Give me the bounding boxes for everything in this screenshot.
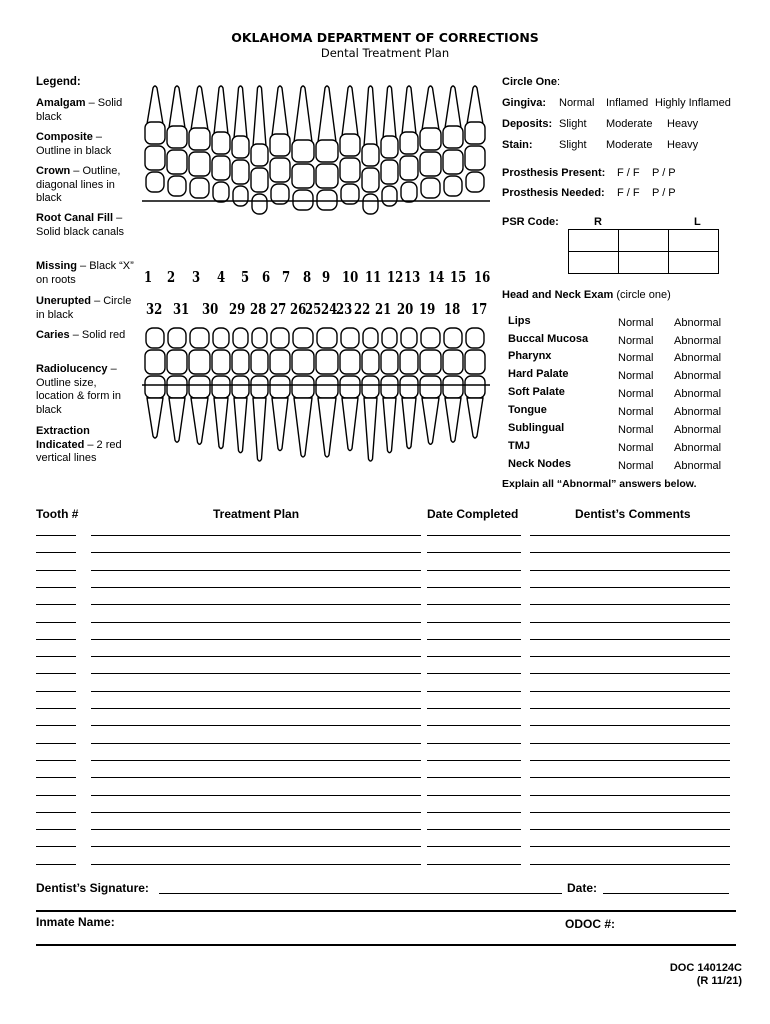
dentist-comments-field[interactable] [530, 864, 730, 865]
tooth-number: 11 [365, 268, 382, 286]
dentist-comments-field[interactable] [530, 760, 730, 761]
tooth-number: 3 [192, 268, 201, 286]
legend-description: – Outline in black [36, 131, 112, 157]
tooth-number: 23 [336, 300, 353, 318]
tooth-number: 8 [303, 268, 312, 286]
tooth-number-field[interactable] [36, 622, 76, 623]
treatment-plan-field[interactable] [91, 743, 421, 744]
date-completed-field[interactable] [427, 673, 521, 674]
legend-description: – Outline size, location & form in black [36, 363, 121, 416]
circle-one-colon: : [557, 76, 561, 88]
date-completed-field[interactable] [427, 639, 521, 640]
psr-code-label: PSR Code: [502, 216, 559, 228]
treatment-plan-field[interactable] [91, 673, 421, 674]
signature-date-field[interactable] [603, 893, 729, 894]
tooth-number-field[interactable] [36, 812, 76, 813]
tooth-number-field[interactable] [36, 829, 76, 830]
treatment-plan-field[interactable] [91, 570, 421, 571]
treatment-plan-field[interactable] [91, 587, 421, 588]
prosthesis-needed-option-ff[interactable]: F / F [617, 187, 640, 199]
abnormal-explain-note: Explain all “Abnormal” answers below. [502, 478, 697, 490]
psr-cell[interactable] [569, 252, 619, 274]
circle-one-label: Circle One [502, 76, 558, 88]
legend-description: – Solid red [72, 329, 126, 341]
treatment-plan-field[interactable] [91, 639, 421, 640]
tooth[interactable] [400, 86, 418, 202]
prosthesis-present-option-ff[interactable]: F / F [617, 167, 640, 179]
tooth-number: 28 [250, 300, 267, 318]
tooth-number: 22 [354, 300, 371, 318]
col-header-treatment-plan: Treatment Plan [213, 507, 300, 521]
date-completed-field[interactable] [427, 864, 521, 865]
tooth-number-field[interactable] [36, 743, 76, 744]
tooth-number: 24 [321, 300, 338, 318]
psr-cell[interactable] [569, 230, 619, 252]
tooth[interactable] [167, 86, 187, 196]
gingiva-option-normal[interactable]: Normal [559, 97, 595, 109]
legend-term: Composite [36, 131, 93, 143]
exam-option-normal[interactable]: Normal [618, 406, 654, 418]
tooth[interactable] [145, 328, 165, 438]
exam-item-label: Hard Palate [508, 368, 569, 380]
date-completed-field[interactable] [427, 552, 521, 553]
tooth-number: 13 [404, 268, 421, 286]
tooth-number-field[interactable] [36, 604, 76, 605]
dentist-comments-field[interactable] [530, 552, 730, 553]
tooth-number-field[interactable] [36, 535, 76, 536]
tooth-number-field[interactable] [36, 777, 76, 778]
dentist-comments-field[interactable] [530, 725, 730, 726]
legend-term: Crown [36, 165, 71, 177]
prosthesis-needed-option-pp[interactable]: P / P [652, 187, 676, 199]
tooth-number-field[interactable] [36, 846, 76, 847]
tooth-number-field[interactable] [36, 708, 76, 709]
treatment-plan-field[interactable] [91, 708, 421, 709]
odoc-number-field[interactable] [620, 914, 735, 942]
tooth[interactable] [292, 86, 314, 210]
exam-item-label: TMJ [508, 440, 530, 452]
tooth[interactable] [232, 328, 249, 453]
legend-description: – 2 red vertical lines [36, 438, 122, 464]
psr-right-label: R [594, 216, 602, 228]
tooth[interactable] [270, 86, 290, 204]
tooth[interactable] [420, 86, 441, 198]
tooth-number-field[interactable] [36, 760, 76, 761]
legend-term: Missing [36, 260, 77, 272]
dentist-comments-field[interactable] [530, 846, 730, 847]
legend-title: Legend: [36, 76, 81, 88]
exam-item-label: Sublingual [508, 422, 565, 434]
treatment-plan-field[interactable] [91, 604, 421, 605]
exam-option-normal[interactable]: Normal [618, 317, 654, 329]
tooth-number: 32 [146, 300, 163, 318]
tooth[interactable] [362, 328, 379, 461]
tooth[interactable] [465, 86, 485, 192]
tooth[interactable] [189, 328, 210, 444]
dentist-comments-field[interactable] [530, 829, 730, 830]
legend-item [36, 295, 136, 322]
legend-item [36, 329, 136, 343]
dentist-comments-field[interactable] [530, 604, 730, 605]
psr-left-label: L [694, 216, 701, 228]
col-header-date-completed: Date Completed [427, 507, 519, 521]
treatment-plan-field[interactable] [91, 725, 421, 726]
doc-number: DOC 140124C [669, 962, 742, 974]
prosthesis-present-label: Prosthesis Present: [502, 167, 606, 179]
tooth[interactable] [443, 86, 463, 196]
date-completed-field[interactable] [427, 535, 521, 536]
treatment-plan-field[interactable] [91, 864, 421, 865]
tooth-number: 12 [387, 268, 404, 286]
dentist-comments-field[interactable] [530, 812, 730, 813]
tooth[interactable] [232, 86, 249, 206]
date-completed-field[interactable] [427, 725, 521, 726]
tooth-number: 4 [217, 268, 226, 286]
tooth[interactable] [145, 86, 165, 192]
date-completed-field[interactable] [427, 587, 521, 588]
dentist-signature-field[interactable] [159, 893, 562, 894]
tooth-number: 21 [375, 300, 392, 318]
exam-option-normal[interactable]: Normal [618, 370, 654, 382]
legend-term: Caries [36, 329, 70, 341]
psr-cell[interactable] [619, 230, 669, 252]
exam-option-abnormal[interactable]: Abnormal [674, 460, 722, 472]
tooth[interactable] [212, 86, 230, 202]
gingiva-label: Gingiva: [502, 97, 547, 109]
psr-cell[interactable] [669, 252, 719, 274]
exam-item-label: Tongue [508, 404, 547, 416]
stain-option-heavy[interactable]: Heavy [667, 139, 699, 151]
date-completed-field[interactable] [427, 570, 521, 571]
tooth-number: 20 [397, 300, 414, 318]
legend-term: Unerupted [36, 295, 91, 307]
exam-option-abnormal[interactable]: Abnormal [674, 424, 722, 436]
exam-item-label: Pharynx [508, 350, 552, 362]
gingiva-option-inflamed[interactable]: Inflamed [606, 97, 649, 109]
tooth-number: 7 [282, 268, 291, 286]
exam-option-normal[interactable]: Normal [618, 424, 654, 436]
legend-description: – Outline, diagonal lines in black [36, 165, 121, 204]
treatment-plan-field[interactable] [91, 812, 421, 813]
date-completed-field[interactable] [427, 829, 521, 830]
tooth-number: 25 [305, 300, 322, 318]
prosthesis-needed-label: Prosthesis Needed: [502, 187, 605, 199]
exam-option-abnormal[interactable]: Abnormal [674, 335, 722, 347]
legend-item [36, 97, 136, 124]
exam-item-label: Buccal Mucosa [508, 333, 589, 345]
legend-description: – Solid black [36, 97, 123, 123]
date-completed-field[interactable] [427, 604, 521, 605]
tooth[interactable] [316, 86, 338, 210]
exam-option-normal[interactable]: Normal [618, 335, 654, 347]
dentist-comments-field[interactable] [530, 639, 730, 640]
dentist-comments-field[interactable] [530, 743, 730, 744]
date-completed-field[interactable] [427, 812, 521, 813]
exam-item-label: Soft Palate [508, 386, 565, 398]
dentist-comments-field[interactable] [530, 691, 730, 692]
tooth-number: 29 [229, 300, 246, 318]
legend-item [36, 212, 136, 239]
legend-item [36, 165, 136, 206]
signature-date-label: Date: [567, 881, 598, 895]
deposits-option-heavy[interactable]: Heavy [667, 118, 699, 130]
doc-revision: (R 11/21) [696, 975, 742, 987]
tooth-number-field[interactable] [36, 656, 76, 657]
legend-term: Extraction Indicated [36, 425, 90, 451]
exam-option-abnormal[interactable]: Abnormal [674, 317, 722, 329]
treatment-plan-field[interactable] [91, 777, 421, 778]
tooth-number: 31 [173, 300, 190, 318]
dentist-comments-field[interactable] [530, 673, 730, 674]
dentist-comments-field[interactable] [530, 795, 730, 796]
tooth-number-field[interactable] [36, 725, 76, 726]
tooth-number: 26 [290, 300, 307, 318]
date-completed-field[interactable] [427, 777, 521, 778]
tooth[interactable] [362, 86, 379, 214]
tooth[interactable] [292, 328, 314, 457]
tooth-number: 18 [444, 300, 461, 318]
tooth-number: 30 [202, 300, 219, 318]
tooth-number-field[interactable] [36, 587, 76, 588]
stain-option-slight[interactable]: Slight [559, 139, 587, 151]
tooth[interactable] [316, 328, 338, 457]
date-completed-field[interactable] [427, 760, 521, 761]
exam-option-normal[interactable]: Normal [618, 460, 654, 472]
legend-item [36, 131, 136, 158]
dentist-comments-field[interactable] [530, 656, 730, 657]
form-agency-title: OKLAHOMA DEPARTMENT OF CORRECTIONS [231, 30, 539, 45]
exam-option-abnormal[interactable]: Abnormal [674, 352, 722, 364]
treatment-plan-field[interactable] [91, 691, 421, 692]
col-header-tooth: Tooth # [36, 507, 79, 521]
tooth-number: 16 [474, 268, 491, 286]
exam-option-normal[interactable]: Normal [618, 352, 654, 364]
exam-option-normal[interactable]: Normal [618, 442, 654, 454]
exam-option-abnormal[interactable]: Abnormal [674, 406, 722, 418]
tooth-number: 10 [342, 268, 359, 286]
treatment-plan-field[interactable] [91, 622, 421, 623]
form-title: Dental Treatment Plan [320, 46, 450, 60]
tooth[interactable] [212, 328, 230, 449]
treatment-plan-field[interactable] [91, 829, 421, 830]
divider [36, 910, 736, 912]
psr-cell[interactable] [669, 230, 719, 252]
date-completed-field[interactable] [427, 743, 521, 744]
exam-option-abnormal[interactable]: Abnormal [674, 370, 722, 382]
date-completed-field[interactable] [427, 656, 521, 657]
tooth[interactable] [189, 86, 210, 198]
treatment-plan-field[interactable] [91, 656, 421, 657]
tooth[interactable] [251, 86, 268, 214]
tooth-number: 17 [471, 300, 488, 318]
tooth[interactable] [420, 328, 441, 444]
exam-item-label: Lips [508, 315, 531, 327]
legend-term: Root Canal Fill [36, 212, 113, 224]
deposits-option-moderate[interactable]: Moderate [606, 118, 653, 130]
tooth-number-field[interactable] [36, 795, 76, 796]
col-header-dentist-comments: Dentist’s Comments [575, 507, 691, 521]
gingiva-option-highly-inflamed[interactable]: Highly Inflamed [655, 97, 731, 109]
psr-code-grid [568, 229, 719, 274]
legend-description: – Solid black canals [36, 212, 125, 238]
tooth-chart [140, 80, 496, 500]
treatment-plan-field[interactable] [91, 535, 421, 536]
exam-option-abnormal[interactable]: Abnormal [674, 442, 722, 454]
exam-option-normal[interactable]: Normal [618, 388, 654, 400]
head-neck-note: (circle one) [616, 289, 671, 301]
odoc-number-label: ODOC #: [565, 917, 616, 931]
date-completed-field[interactable] [427, 846, 521, 847]
tooth[interactable] [400, 328, 418, 449]
treatment-plan-field[interactable] [91, 760, 421, 761]
dentist-comments-field[interactable] [530, 777, 730, 778]
date-completed-field[interactable] [427, 691, 521, 692]
date-completed-field[interactable] [427, 795, 521, 796]
divider [36, 944, 736, 946]
date-completed-field[interactable] [427, 622, 521, 623]
tooth-number-field[interactable] [36, 570, 76, 571]
dentist-comments-field[interactable] [530, 535, 730, 536]
deposits-label: Deposits: [502, 118, 553, 130]
inmate-name-label: Inmate Name: [36, 915, 115, 929]
legend-term: Radiolucency [36, 363, 108, 375]
tooth-number: 15 [450, 268, 467, 286]
tooth-number-field[interactable] [36, 552, 76, 553]
legend-item [36, 425, 136, 466]
tooth-number: 5 [241, 268, 250, 286]
tooth-number: 2 [167, 268, 176, 286]
treatment-plan-field[interactable] [91, 795, 421, 796]
tooth-number-field[interactable] [36, 673, 76, 674]
dentist-comments-field[interactable] [530, 708, 730, 709]
tooth[interactable] [465, 328, 485, 438]
dentist-comments-field[interactable] [530, 570, 730, 571]
circle-one-heading [502, 76, 560, 88]
head-neck-heading [502, 289, 671, 301]
legend-item [36, 363, 136, 417]
head-neck-title: Head and Neck Exam [502, 289, 614, 301]
treatment-plan-field[interactable] [91, 552, 421, 553]
tooth-number: 6 [262, 268, 271, 286]
treatment-plan-field[interactable] [91, 846, 421, 847]
legend-term: Amalgam [36, 97, 86, 109]
tooth-number: 14 [428, 268, 445, 286]
tooth-number-field[interactable] [36, 864, 76, 865]
stain-option-moderate[interactable]: Moderate [606, 139, 653, 151]
tooth-number-field[interactable] [36, 639, 76, 640]
legend-description: – Black “X” on roots [36, 260, 134, 286]
inmate-name-field[interactable] [150, 914, 550, 942]
lower-arch [145, 328, 485, 461]
tooth-number-field[interactable] [36, 691, 76, 692]
legend-item [36, 260, 136, 287]
tooth[interactable] [340, 86, 360, 204]
dentist-comments-field[interactable] [530, 587, 730, 588]
stain-label: Stain: [502, 139, 533, 151]
tooth-number: 1 [144, 268, 153, 286]
psr-cell[interactable] [619, 252, 669, 274]
prosthesis-present-option-pp[interactable]: P / P [652, 167, 676, 179]
tooth[interactable] [381, 86, 398, 206]
exam-option-abnormal[interactable]: Abnormal [674, 388, 722, 400]
dentist-comments-field[interactable] [530, 622, 730, 623]
deposits-option-slight[interactable]: Slight [559, 118, 587, 130]
tooth[interactable] [251, 328, 268, 461]
legend-description: – Circle in black [36, 295, 132, 321]
tooth-number: 9 [322, 268, 331, 286]
tooth-number: 19 [419, 300, 436, 318]
date-completed-field[interactable] [427, 708, 521, 709]
dentist-signature-label: Dentist’s Signature: [36, 881, 149, 895]
exam-item-label: Neck Nodes [508, 458, 571, 470]
tooth[interactable] [270, 328, 290, 451]
tooth-number: 27 [270, 300, 287, 318]
tooth[interactable] [381, 328, 398, 453]
upper-arch [145, 86, 485, 214]
tooth[interactable] [340, 328, 360, 451]
